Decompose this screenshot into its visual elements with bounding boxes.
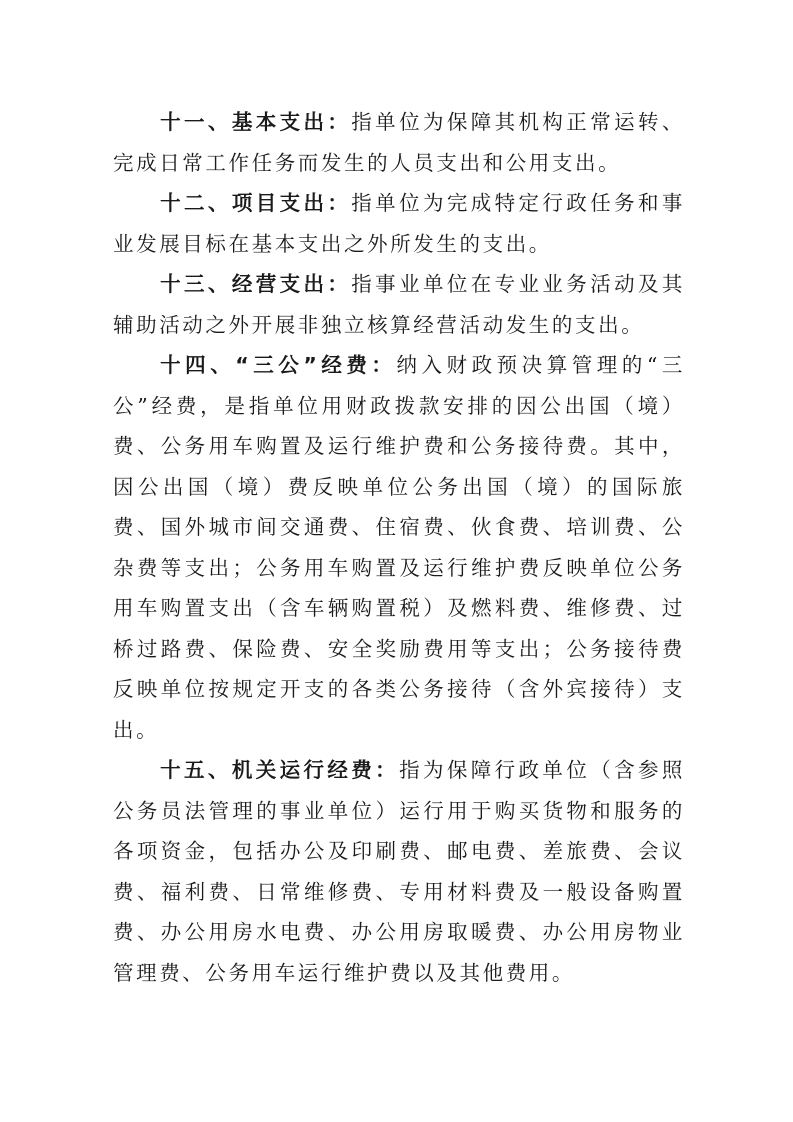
definition-term: 十五、机关运行经费： [160,758,400,782]
definition-term: 十四、“三公”经费： [160,353,397,377]
definition-term: 十一、基本支出： [160,110,352,134]
document-page [113,102,685,993]
definition-text: 指单位为保障其机构正常运转、完成日常工作任务而发生的人员支出和公用支出。 [113,110,685,175]
definition-text: 指事业单位在专业业务活动及其辅助活动之外开展非独立核算经营活动发生的支出。 [113,272,685,337]
definition-text: 指为保障行政单位（含参照公务员法管理的事业单位）运行用于购买货物和服务的各项资金，包括办公及印刷费、邮电费、差旅费、会议费、福利费、日常维修费、专用材料费及一般设备购置费、办公用房水电费、办公用房取暖费、办公用房物业管理费、公务用车运行维护费以及其他费用。 [113,758,686,985]
definition-paragraph-11 [113,102,685,183]
definition-term: 十三、经营支出： [160,272,352,296]
definition-term: 十二、项目支出： [160,191,352,215]
definition-text: 指单位为完成特定行政任务和事业发展目标在基本支出之外所发生的支出。 [113,191,685,256]
definition-paragraph-12 [113,183,685,264]
definition-text: 纳入财政预决算管理的“三公”经费，是指单位用财政拨款安排的因公出国（境）费、公务用车购置及运行维护费和公务接待费。其中，因公出国（境）费反映单位公务出国（境）的国际旅费、国外城市间交通费、住宿费、伙食费、培训费、公杂费等支出；公务用车购置及运行维护费反映单位公务用车购置支出（含车辆购置税）及燃料费、维修费、过桥过路费、保险费、安全奖励费用等支出；公务接待费反映单位按规定开支的各类公务接待（含外宾接待）支出。 [113,353,685,742]
definition-paragraph-15 [113,750,685,993]
definition-paragraph-14 [113,345,685,750]
definition-paragraph-13 [113,264,685,345]
